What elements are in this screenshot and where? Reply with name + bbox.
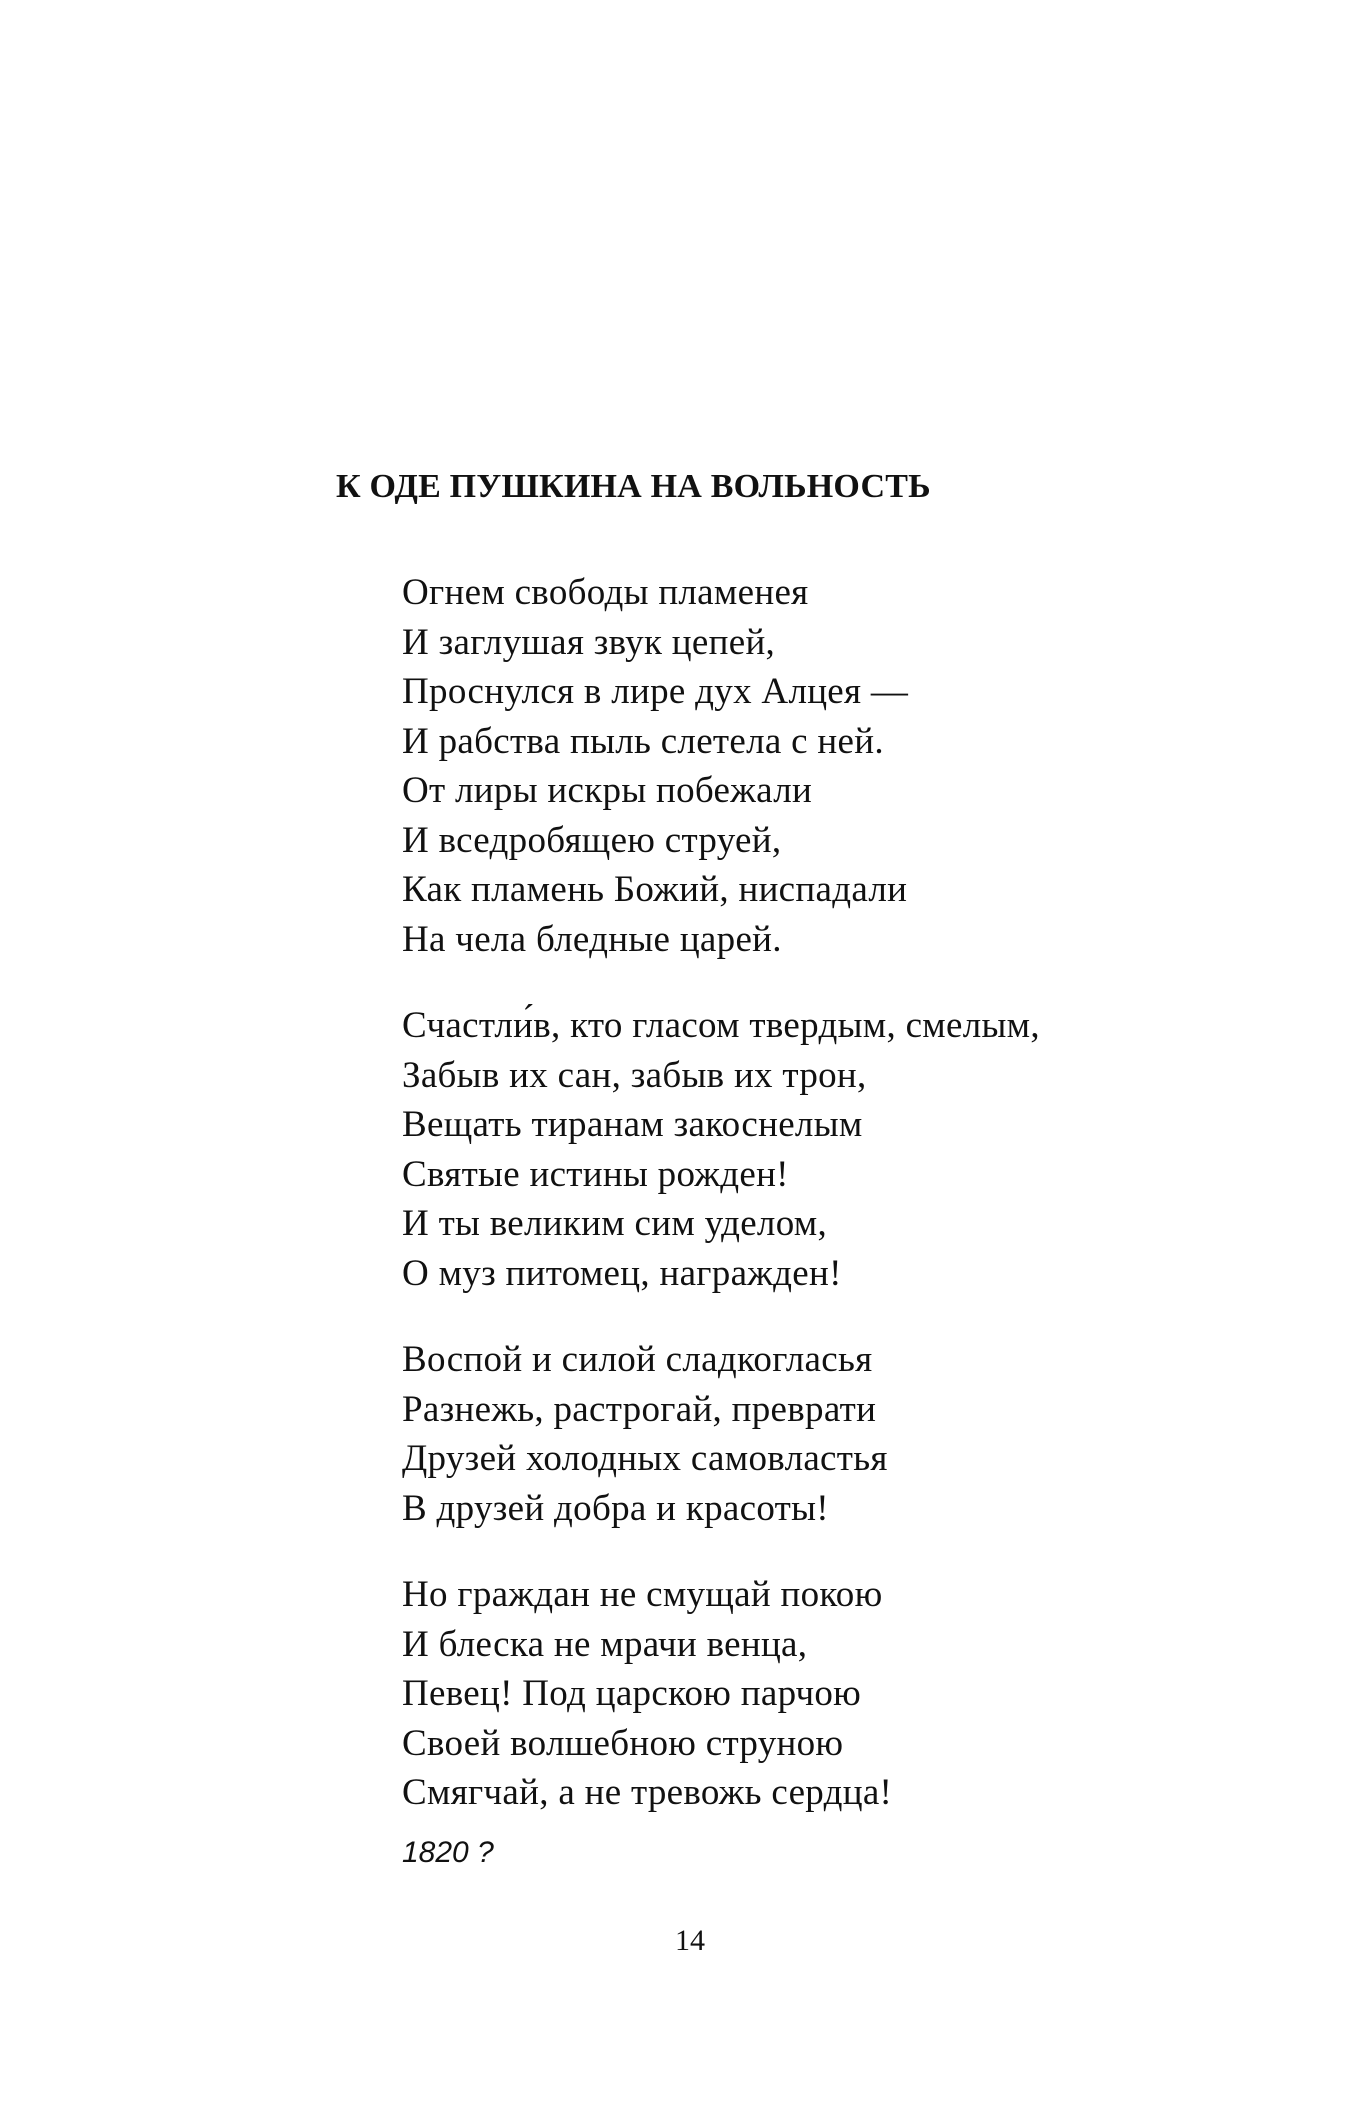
poem-line: Как пламень Божий, ниспадали: [402, 869, 908, 910]
poem-line: Певец! Под царскою парчою: [402, 1673, 862, 1714]
poem-line: Разнежь, растрогай, преврати: [402, 1388, 877, 1430]
poem-line: О муз питомец, награжден!: [402, 1252, 842, 1294]
stanza-1: [402, 568, 1302, 964]
poem-line: И вседробящею струей,: [402, 819, 782, 861]
poem-line: И блеска не мрачи венца,: [402, 1623, 808, 1665]
poem-line: От лиры искры побежали: [402, 770, 813, 811]
stanza-4: [402, 1570, 1302, 1818]
poem-line: Но граждан не смущай покою: [402, 1574, 883, 1615]
poem-line: И рабства пыль слетела с ней.: [402, 720, 884, 762]
poem-line: Забыв их сан, забыв их трон,: [402, 1054, 867, 1096]
poem-line: В друзей добра и красоты!: [402, 1487, 829, 1529]
poem-line: Огнем свободы пламенея: [402, 572, 809, 613]
poem-line: И заглушая звук цепей,: [402, 621, 776, 663]
poem-title: К ОДЕ ПУШКИНА НА ВОЛЬНОСТЬ: [336, 468, 931, 505]
poem-line: Вещать тиранам закоснелым: [402, 1104, 863, 1145]
poem-body: [402, 568, 1302, 1855]
poem-line: И ты великим сим уделом,: [402, 1203, 828, 1244]
poem-line: Счастли́в, кто гласом твердым, смелым,: [402, 1005, 1040, 1046]
poem-line: Воспой и силой сладкогласья: [402, 1339, 873, 1380]
stanza-3: [402, 1335, 1302, 1533]
stanza-2: [402, 1001, 1302, 1298]
page-number: 14: [675, 1924, 705, 1957]
poem-line: Друзей холодных самовластья: [402, 1438, 888, 1479]
poem-line: Смягчай, а не тревожь сердца!: [402, 1772, 893, 1813]
poem-line: Своей волшебною струною: [402, 1722, 844, 1764]
poem-line: Проснулся в лире дух Алцея —: [402, 671, 909, 712]
poem-line: На чела бледные царей.: [402, 918, 782, 960]
poem-line: Святые истины рожден!: [402, 1153, 789, 1195]
poem-date: 1820 ?: [402, 1836, 494, 1869]
